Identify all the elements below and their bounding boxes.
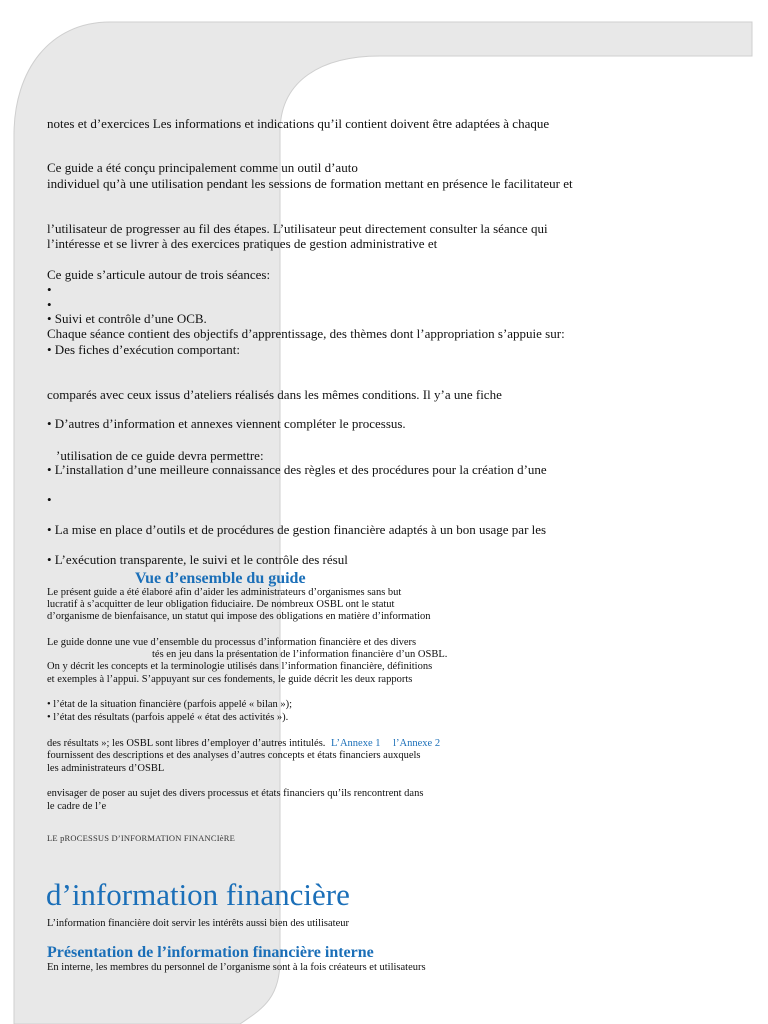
section-heading: Vue d’ensemble du guide bbox=[135, 570, 306, 587]
bullet: • Des fiches d’exécution comportant: bbox=[47, 342, 240, 357]
body-line: ’utilisation de ce guide devra permettre: bbox=[56, 448, 264, 463]
body-line: Le présent guide a été élaboré afin d’aider les administrateurs d’organismes sans but bbox=[47, 587, 402, 598]
body-line: comparés avec ceux issus d’ateliers réalisés dans les mêmes conditions. Il y’a une fiche bbox=[47, 387, 502, 402]
body-line: fournissent des descriptions et des analyses d’autres concepts et états financiers auxquels bbox=[47, 750, 421, 761]
body-line: envisager de poser au sujet des divers processus et états financiers qu’ils rencontrent dans bbox=[47, 788, 424, 799]
list-item: • l’état des résultats (parfois appelé « état des activités »). bbox=[47, 712, 289, 723]
body-line: En interne, les membres du personnel de l’organisme sont à la fois créateurs et utilisateurs bbox=[47, 962, 426, 973]
body-line: les administrateurs d’OSBL bbox=[47, 763, 165, 774]
bullet: • L’installation d’une meilleure connaissance des règles et des procédures pour la création d’une bbox=[47, 462, 547, 477]
body-line: Ce guide a été conçu principalement comme un outil d’auto bbox=[47, 160, 358, 175]
bullet: • L’exécution transparente, le suivi et le contrôle des résul bbox=[47, 552, 348, 567]
body-line: l’utilisateur de progresser au fil des étapes. L’utilisateur peut directement consulter la séance qui bbox=[47, 221, 548, 236]
body-line: notes et d’exercices Les informations et indications qu’il contient doivent être adaptées à chaque bbox=[47, 116, 550, 131]
body-line: d’organisme de bienfaisance, un statut qui impose des obligations en matière d’information bbox=[47, 611, 431, 622]
body-line: l’intéresse et se livrer à des exercices pratiques de gestion administrative et bbox=[47, 236, 438, 251]
bullet: • bbox=[47, 492, 52, 507]
bullet: • bbox=[47, 297, 52, 312]
body-line: tés en jeu dans la présentation de l’information financière d’un OSBL. bbox=[152, 649, 448, 660]
list-item: • l’état de la situation financière (parfois appelé « bilan »); bbox=[47, 699, 293, 710]
bullet: • bbox=[47, 282, 52, 297]
bullet: • Suivi et contrôle d’une OCB. bbox=[47, 311, 207, 326]
body-line: lucratif à s’acquitter de leur obligation fiduciaire. De nombreux OSBL ont le statut bbox=[47, 599, 395, 610]
body-line bbox=[47, 739, 440, 750]
section-label: LE pROCESSUS D’INFORMATION FINANCIèRE bbox=[47, 833, 236, 843]
body-line: et exemples à l’appui. S’appuyant sur ces fondements, le guide décrit les deux rapports bbox=[47, 674, 413, 685]
body-line: Ce guide s’articule autour de trois séances: bbox=[47, 267, 271, 282]
body-line: Chaque séance contient des objectifs d’apprentissage, des thèmes dont l’appropriation s’appuie sur: bbox=[47, 326, 565, 341]
bullet: • La mise en place d’outils et de procédures de gestion financière adaptés à un bon usage par les bbox=[47, 522, 547, 537]
body-line: L’information financière doit servir les intérêts aussi bien des utilisateur bbox=[47, 918, 349, 929]
body-line: On y décrit les concepts et la terminologie utilisés dans l’information financière, définitions bbox=[47, 661, 433, 672]
body-text: des résultats »; les OSBL sont libres d’employer d’autres intitulés. bbox=[47, 738, 326, 749]
body-line: le cadre de l’e bbox=[47, 801, 107, 812]
page-title: d’information financière bbox=[46, 877, 350, 912]
bullet: • D’autres d’information et annexes viennent compléter le processus. bbox=[47, 416, 406, 431]
annex-1-link[interactable]: L’Annexe 1 bbox=[331, 738, 381, 749]
subsection-heading: Présentation de l’information financière interne bbox=[47, 944, 374, 961]
body-line: individuel qu’à une utilisation pendant les sessions de formation mettant en présence le facilitateur et bbox=[47, 176, 573, 191]
annex-2-link[interactable]: l’Annexe 2 bbox=[393, 738, 441, 749]
body-line: Le guide donne une vue d’ensemble du processus d’information financière et des divers bbox=[47, 637, 417, 648]
